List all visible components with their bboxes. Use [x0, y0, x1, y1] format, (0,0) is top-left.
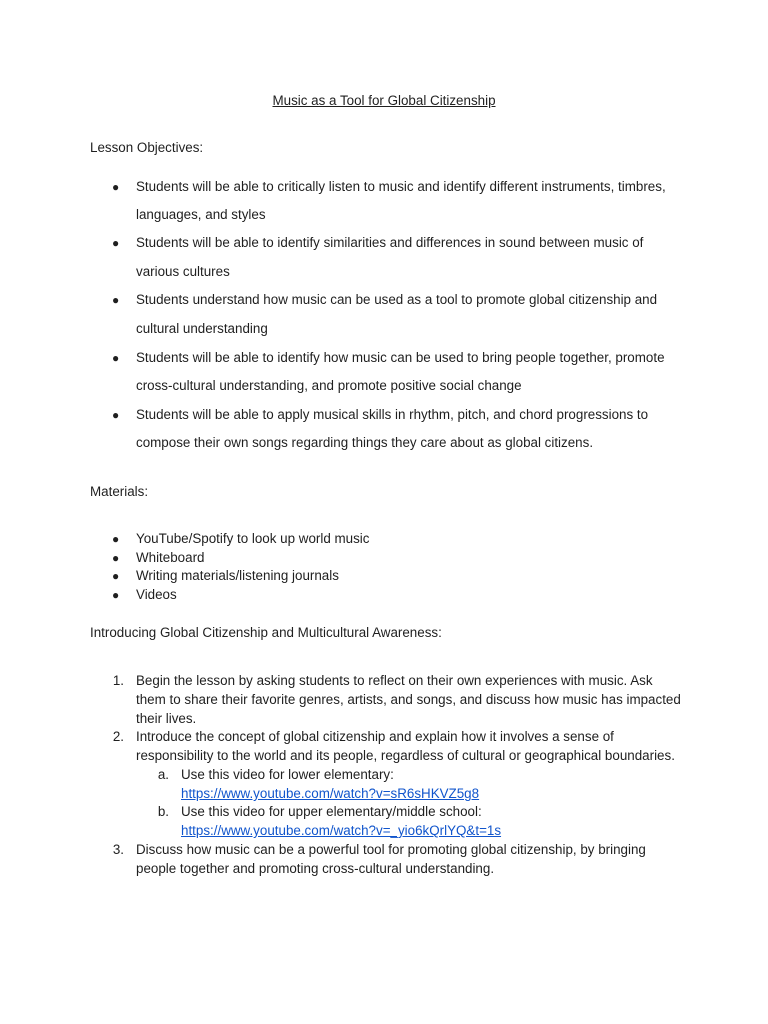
bullet-icon: ●: [112, 532, 120, 546]
objective-5-line-2: compose their own songs regarding things they care about as global citizens.: [136, 435, 594, 450]
subitem-a-text: Use this video for lower elementary:: [181, 767, 394, 782]
subitem-b-text: Use this video for upper elementary/middle school:: [181, 804, 482, 819]
upper-elementary-video-link[interactable]: https://www.youtube.com/watch?v=_yio6kQrlYQ&t=1s: [181, 823, 502, 838]
step-1-line: Begin the lesson by asking students to reflect on their own experiences with music. Ask: [136, 673, 653, 688]
step-2-line: Introduce the concept of global citizenship and explain how it involves a sense of: [136, 729, 614, 744]
objective-2-line-2: various cultures: [136, 264, 230, 279]
material-item: YouTube/Spotify to look up world music: [136, 531, 370, 546]
step-2-marker: 2.: [112, 729, 124, 744]
subitem-b-marker: b.: [157, 804, 169, 819]
bullet-icon: ●: [112, 180, 120, 194]
objective-3-line-2: cultural understanding: [136, 321, 268, 336]
objective-4-line-2: cross-cultural understanding, and promote positive social change: [136, 378, 522, 393]
objective-4-line-1: Students will be able to identify how music can be used to bring people together, promote: [136, 350, 665, 365]
step-1-line: their lives.: [136, 711, 197, 726]
step-1-marker: 1.: [112, 673, 124, 688]
intro-heading: Introducing Global Citizenship and Multicultural Awareness:: [90, 625, 442, 640]
objective-5-line-1: Students will be able to apply musical skills in rhythm, pitch, and chord progressions to: [136, 407, 649, 422]
material-item: Videos: [136, 587, 177, 602]
objective-2-line-1: Students will be able to identify similarities and differences in sound between music of: [136, 235, 644, 250]
bullet-icon: ●: [112, 351, 120, 365]
materials-heading: Materials:: [90, 484, 149, 499]
bullet-icon: ●: [112, 588, 120, 602]
lower-elementary-video-link[interactable]: https://www.youtube.com/watch?v=sR6sHKVZ5g8: [181, 786, 480, 801]
bullet-icon: ●: [112, 569, 120, 583]
material-item: Writing materials/listening journals: [136, 568, 339, 583]
bullet-icon: ●: [112, 293, 120, 307]
objective-3-line-1: Students understand how music can be used as a tool to promote global citizenship and: [136, 292, 658, 307]
objective-1-line-1: Students will be able to critically listen to music and identify different instruments, timbres,: [136, 179, 666, 194]
subitem-a-marker: a.: [157, 767, 169, 782]
material-item: Whiteboard: [136, 550, 205, 565]
bullet-icon: ●: [112, 236, 120, 250]
bullet-icon: ●: [112, 408, 120, 422]
step-3-line: people together and promoting cross-cultural understanding.: [136, 861, 495, 876]
objective-1-line-2: languages, and styles: [136, 207, 266, 222]
objectives-heading: Lesson Objectives:: [90, 140, 204, 155]
step-1-line: them to share their favorite genres, artists, and songs, and discuss how music has impacted: [136, 692, 681, 707]
bullet-icon: ●: [112, 551, 120, 565]
step-3-marker: 3.: [112, 842, 124, 857]
step-2-line: responsibility to the world and its people, regardless of cultural or geographical boundaries.: [136, 748, 675, 763]
step-3-line: Discuss how music can be a powerful tool for promoting global citizenship, by bringing: [136, 842, 646, 857]
page-title: Music as a Tool for Global Citizenship: [272, 93, 496, 108]
